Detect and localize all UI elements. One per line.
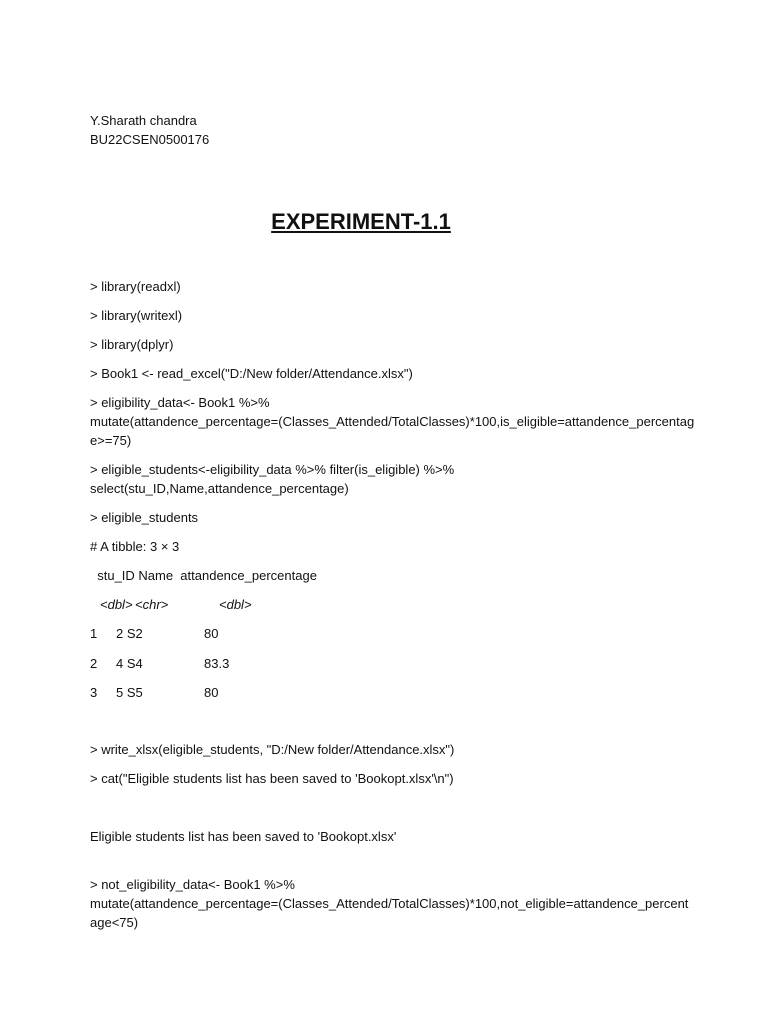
code-line: > eligible_students<-eligibility_data %>% filter(is_eligible) %>%: [90, 462, 455, 477]
row-index: 3: [90, 685, 98, 700]
code-line: > cat("Eligible students list has been saved to 'Bookopt.xlsx'\n"): [90, 771, 454, 786]
code-line: > write_xlsx(eligible_students, "D:/New folder/Attendance.xlsx"): [90, 742, 455, 757]
output-message: Eligible students list has been saved to 'Bookopt.xlsx': [90, 829, 397, 844]
type-dbl: <dbl>: [100, 597, 133, 612]
code-line: > eligibility_data<- Book1 %>%: [90, 395, 270, 410]
author-name: Y.Sharath chandra: [90, 113, 197, 128]
page-title: EXPERIMENT-1.1: [271, 209, 451, 234]
type-chr: <chr>: [135, 597, 169, 612]
tibble-columns: stu_ID Name attandence_percentage: [90, 568, 317, 583]
code-line: select(stu_ID,Name,attandence_percentage): [90, 481, 349, 496]
code-line: e>=75): [90, 433, 132, 448]
tibble-header: # A tibble: 3 × 3: [90, 539, 180, 554]
code-line: age<75): [90, 915, 139, 930]
row-id-name: 5 S5: [116, 685, 143, 700]
code-line: > eligible_students: [90, 510, 199, 525]
code-line: > library(dplyr): [90, 337, 174, 352]
row-id-name: 2 S2: [116, 626, 143, 641]
row-percentage: 80: [204, 685, 219, 700]
code-line: mutate(attandence_percentage=(Classes_Attended/TotalClasses)*100,is_eligible=attandence_percentag: [90, 414, 695, 429]
code-line: > library(readxl): [90, 279, 181, 294]
code-line: > not_eligibility_data<- Book1 %>%: [90, 877, 295, 892]
type-dbl: <dbl>: [219, 597, 252, 612]
code-line: mutate(attandence_percentage=(Classes_Attended/TotalClasses)*100,not_eligible=attandence_percent: [90, 896, 689, 911]
code-line: > library(writexl): [90, 308, 183, 323]
author-id: BU22CSEN0500176: [90, 132, 210, 147]
row-id-name: 4 S4: [116, 656, 143, 671]
row-index: 2: [90, 656, 98, 671]
code-line: > Book1 <- read_excel("D:/New folder/Attendance.xlsx"): [90, 366, 413, 381]
row-percentage: 83.3: [204, 656, 230, 671]
row-percentage: 80: [204, 626, 219, 641]
row-index: 1: [90, 626, 98, 641]
